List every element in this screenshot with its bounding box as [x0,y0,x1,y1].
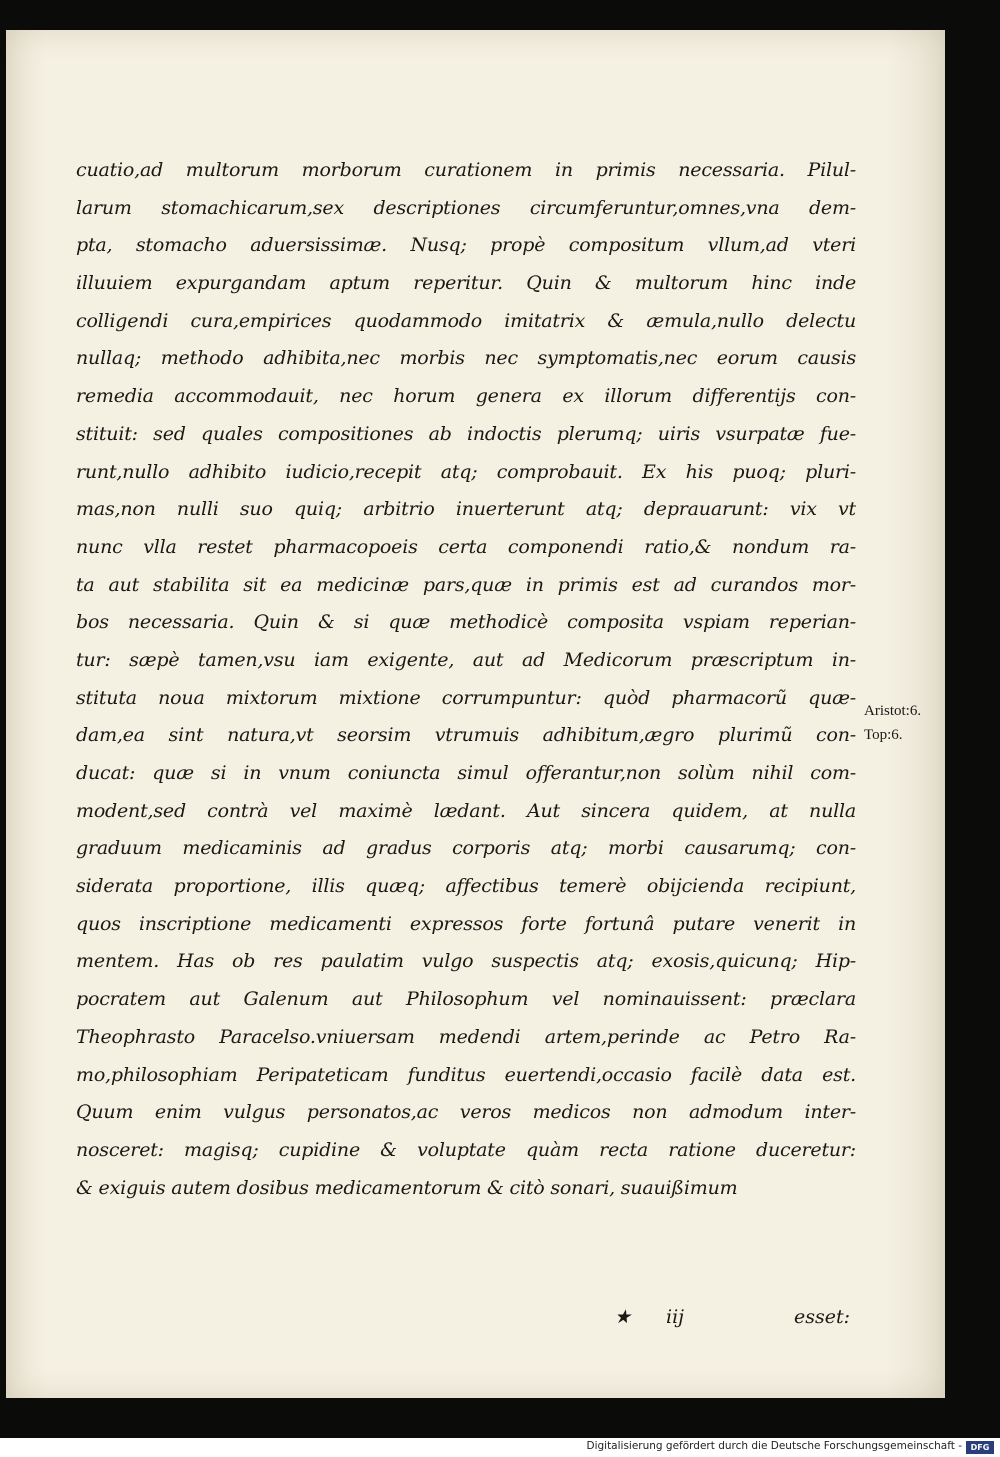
text-line: nunc vlla restet pharmacopoeis certa componendi ratio,& nondum ra- [76,535,856,558]
margin-note: Aristot:6. [864,703,922,719]
footer-bar [0,1438,1000,1457]
text-block [76,152,856,1207]
text-line: & exiguis autem dosibus medicamentorum & citò sonari, suauißimum [76,1176,738,1199]
signature-mark: iij [666,1306,685,1328]
signature-mark-icon: ★ [614,1306,632,1328]
text-line: Quum enim vulgus personatos,ac veros medicos non admodum inter- [76,1101,856,1124]
text-line: runt,nullo adhibito iudicio,recepit atq; comprobauit. Ex his puoq; pluri- [76,460,856,483]
margin-note: Top:6. [864,727,903,743]
text-line: mas,non nulli suo quiq; arbitrio inuerterunt atq; deprauarunt: vix vt [76,498,856,521]
text-line: nosceret: magisq; cupidine & voluptate quàm recta ratione duceretur: [76,1138,856,1161]
dfg-logo: DFG [966,1441,994,1454]
text-line: quos inscriptione medicamenti expressos forte fortunâ putare venerit in [76,912,856,935]
text-line: stituit: sed quales compositiones ab indoctis plerumq; uiris vsurpatæ fue- [76,422,856,445]
text-line: Theophrasto Paracelso.vniuersam medendi artem,perinde ac Petro Ra- [76,1025,856,1048]
text-line: pocratem aut Galenum aut Philosophum vel nominauissent: præclara [76,988,856,1011]
text-line: bos necessaria. Quin & si quæ methodicè composita vspiam reperian- [76,611,856,634]
text-line: mentem. Has ob res paulatim vulgo suspectis atq; exosis,quicunq; Hip- [76,950,856,973]
text-line: mo,philosophiam Peripateticam funditus euertendi,occasio facilè data est. [76,1063,856,1086]
text-line: ta aut stabilita sit ea medicinæ pars,quæ in primis est ad curandos mor- [76,573,856,596]
text-line: graduum medicaminis ad gradus corporis atq; morbi causarumq; con- [76,837,856,860]
text-line: dam,ea sint natura,vt seorsim vtrumuis adhibitum,ægro plurimũ con- [76,724,856,747]
catchline [614,1302,854,1340]
text-line: remedia accommodauit, nec horum genera ex illorum differentijs con- [76,385,856,408]
catchword: esset: [794,1306,851,1328]
text-line: larum stomachicarum,sex descriptiones circumferuntur,omnes,vna dem- [76,196,856,219]
text-line: colligendi cura,empirices quodammodo imitatrix & æmula,nullo delectu [76,309,856,332]
text-line: stituta noua mixtorum mixtione corrumpuntur: quòd pharmacorũ quæ- [76,686,856,709]
text-line: pta, stomacho aduersissimæ. Nusq; propè compositum vllum,ad vteri [76,234,856,257]
text-line: ducat: quæ si in vnum coniuncta simul offerantur,non solùm nihil com- [76,762,856,784]
book-page [6,30,945,1398]
text-line: nullaq; methodo adhibita,nec morbis nec symptomatis,nec eorum causis [76,347,856,370]
text-line: tur: sæpè tamen,vsu iam exigente, aut ad Medicorum præscriptum in- [76,648,856,671]
text-line: modent,sed contrà vel maximè lædant. Aut sincera quidem, at nulla [76,799,856,822]
text-line: cuatio,ad multorum morborum curationem in primis necessaria. Pilul- [76,159,856,181]
text-line: illuuiem expurgandam aptum reperitur. Quin & multorum hinc inde [76,272,856,295]
text-line: siderata proportione, illis quæq; affectibus temerè obijcienda recipiunt, [76,875,856,898]
funding-credit: Digitalisierung gefördert durch die Deutsche Forschungsgemeinschaft - [586,1440,962,1452]
